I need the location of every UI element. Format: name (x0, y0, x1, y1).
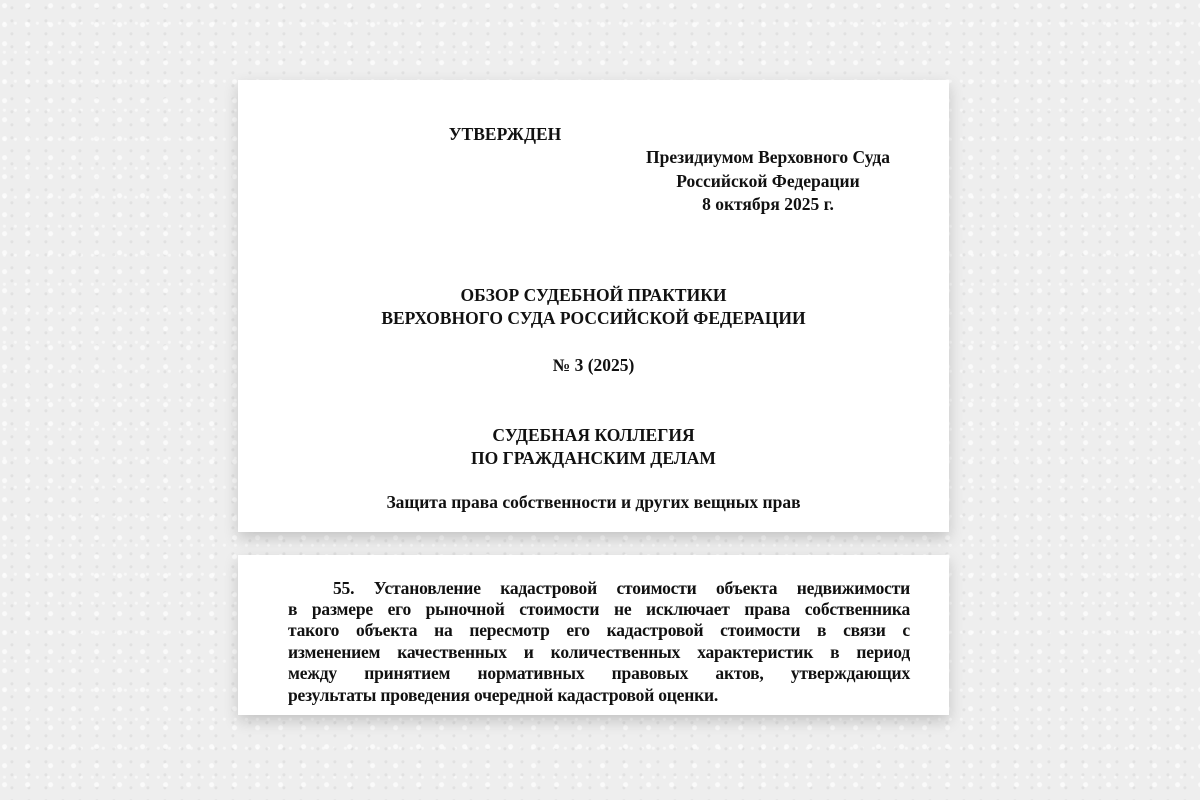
approval-line-1: Президиумом Верховного Суда (645, 147, 891, 167)
review-title-1: ОБЗОР СУДЕБНОЙ ПРАКТИКИ (460, 285, 727, 305)
review-title-2: ВЕРХОВНОГО СУДА РОССИЙСКОЙ ФЕДЕРАЦИИ (381, 308, 806, 328)
collegium-title-2: ПО ГРАЖДАНСКИМ ДЕЛАМ (471, 448, 716, 468)
excerpt-line: изменением качественных и количественных характеристик в период (288, 642, 910, 662)
excerpt-line: результаты проведения очередной кадастровой оценки. (288, 685, 719, 705)
excerpt-line: такого объекта на пересмотр его кадастровой стоимости в связи с (288, 620, 910, 640)
approval-title: УТВЕРЖДЕН (448, 124, 562, 144)
approval-date: 8 октября 2025 г. (702, 194, 834, 214)
approval-line-2: Российской Федерации (676, 171, 860, 191)
document-page-excerpt (238, 555, 949, 715)
document-page-header (238, 80, 949, 532)
section-title: Защита права собственности и других вещных прав (386, 492, 801, 512)
collegium-title-1: СУДЕБНАЯ КОЛЛЕГИЯ (492, 425, 695, 445)
review-number: № 3 (2025) (552, 355, 635, 375)
excerpt-line: между принятием нормативных правовых актов, утверждающих (288, 663, 910, 683)
excerpt-line: 55. Установление кадастровой стоимости объекта недвижимости (333, 578, 910, 598)
excerpt-line: в размере его рыночной стоимости не исключает права собственника (288, 599, 910, 619)
